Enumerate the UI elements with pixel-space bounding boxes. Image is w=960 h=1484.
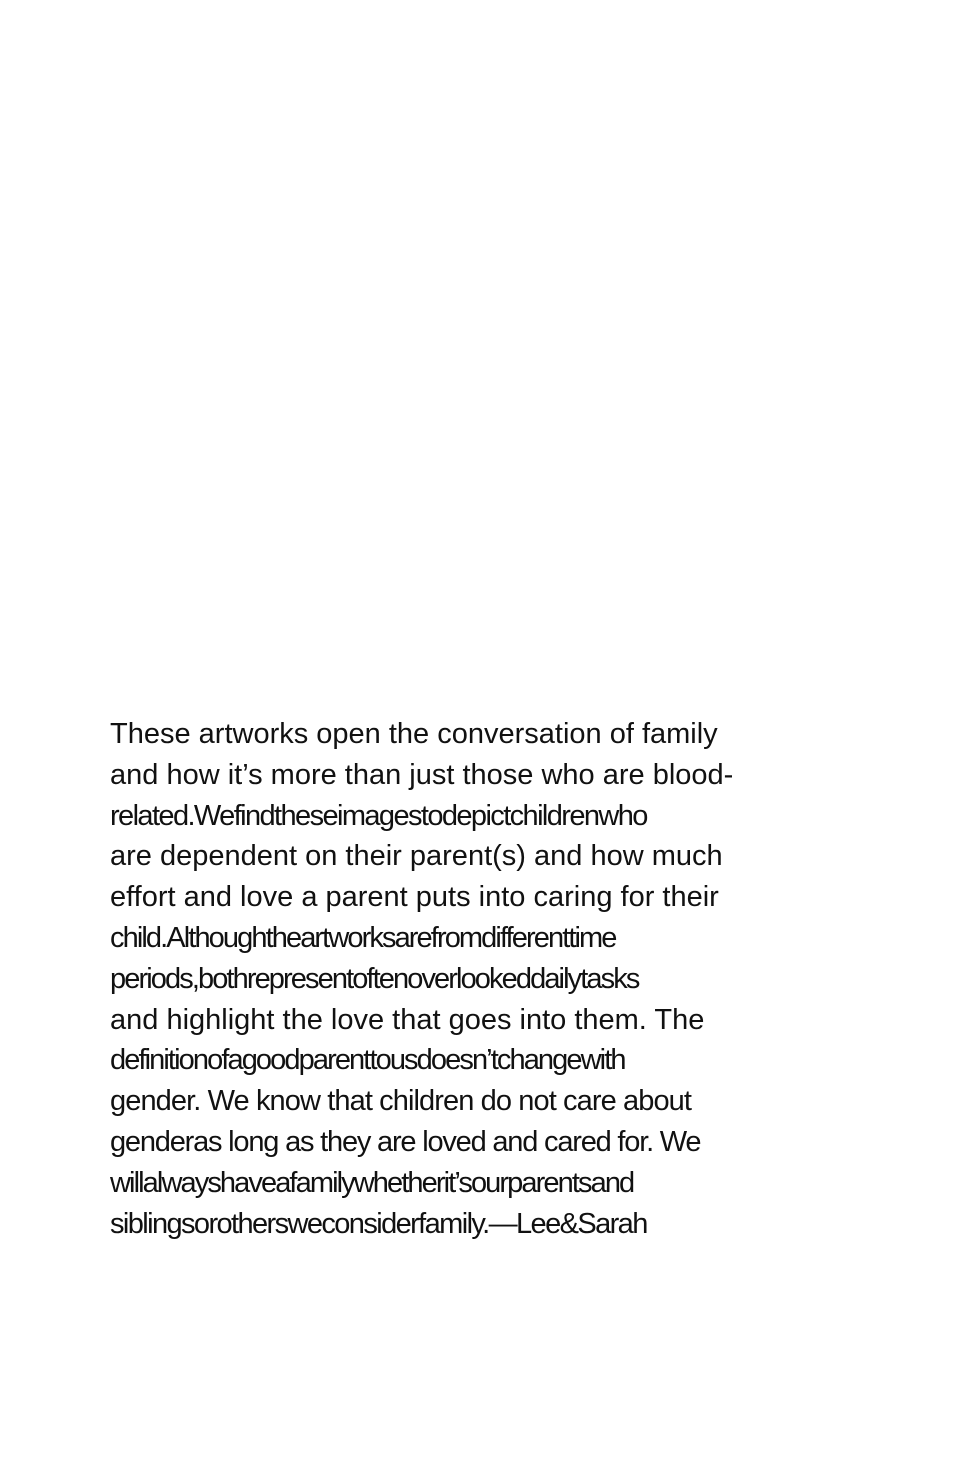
statement-line-1: These artworks open the conversation of family xyxy=(110,718,718,750)
statement-line-13: siblingsorothersweconsiderfamily.—Lee&Sarah xyxy=(110,1207,647,1240)
statement-line-8: and highlight the love that goes into them. The xyxy=(110,1003,705,1036)
statement-line-4: are dependent on their parent(s) and how much xyxy=(110,840,723,873)
statement-line-6: child.Althoughtheartworksarefromdifferenttime xyxy=(110,921,616,954)
statement-line-10: gender. We know that children do not care about xyxy=(110,1085,692,1118)
curatorial-statement xyxy=(110,714,830,1244)
statement-line-7: periods,bothrepresentoftenoverlookeddailytasks xyxy=(110,962,639,995)
statement-line-2: and how it’s more than just those who are blood- xyxy=(110,758,734,791)
statement-line-12: willalwayshaveafamilywhetherit’sourparentsand xyxy=(110,1166,634,1199)
statement-line-11: genderas long as they are loved and cared for. We xyxy=(110,1125,701,1158)
statement-line-5: effort and love a parent puts into caring for their xyxy=(110,881,719,914)
statement-line-3: related.Wefindtheseimagestodepictchildrenwho xyxy=(110,799,647,832)
statement-line-9: definitionofagoodparenttousdoesn’tchangewith xyxy=(110,1044,625,1077)
